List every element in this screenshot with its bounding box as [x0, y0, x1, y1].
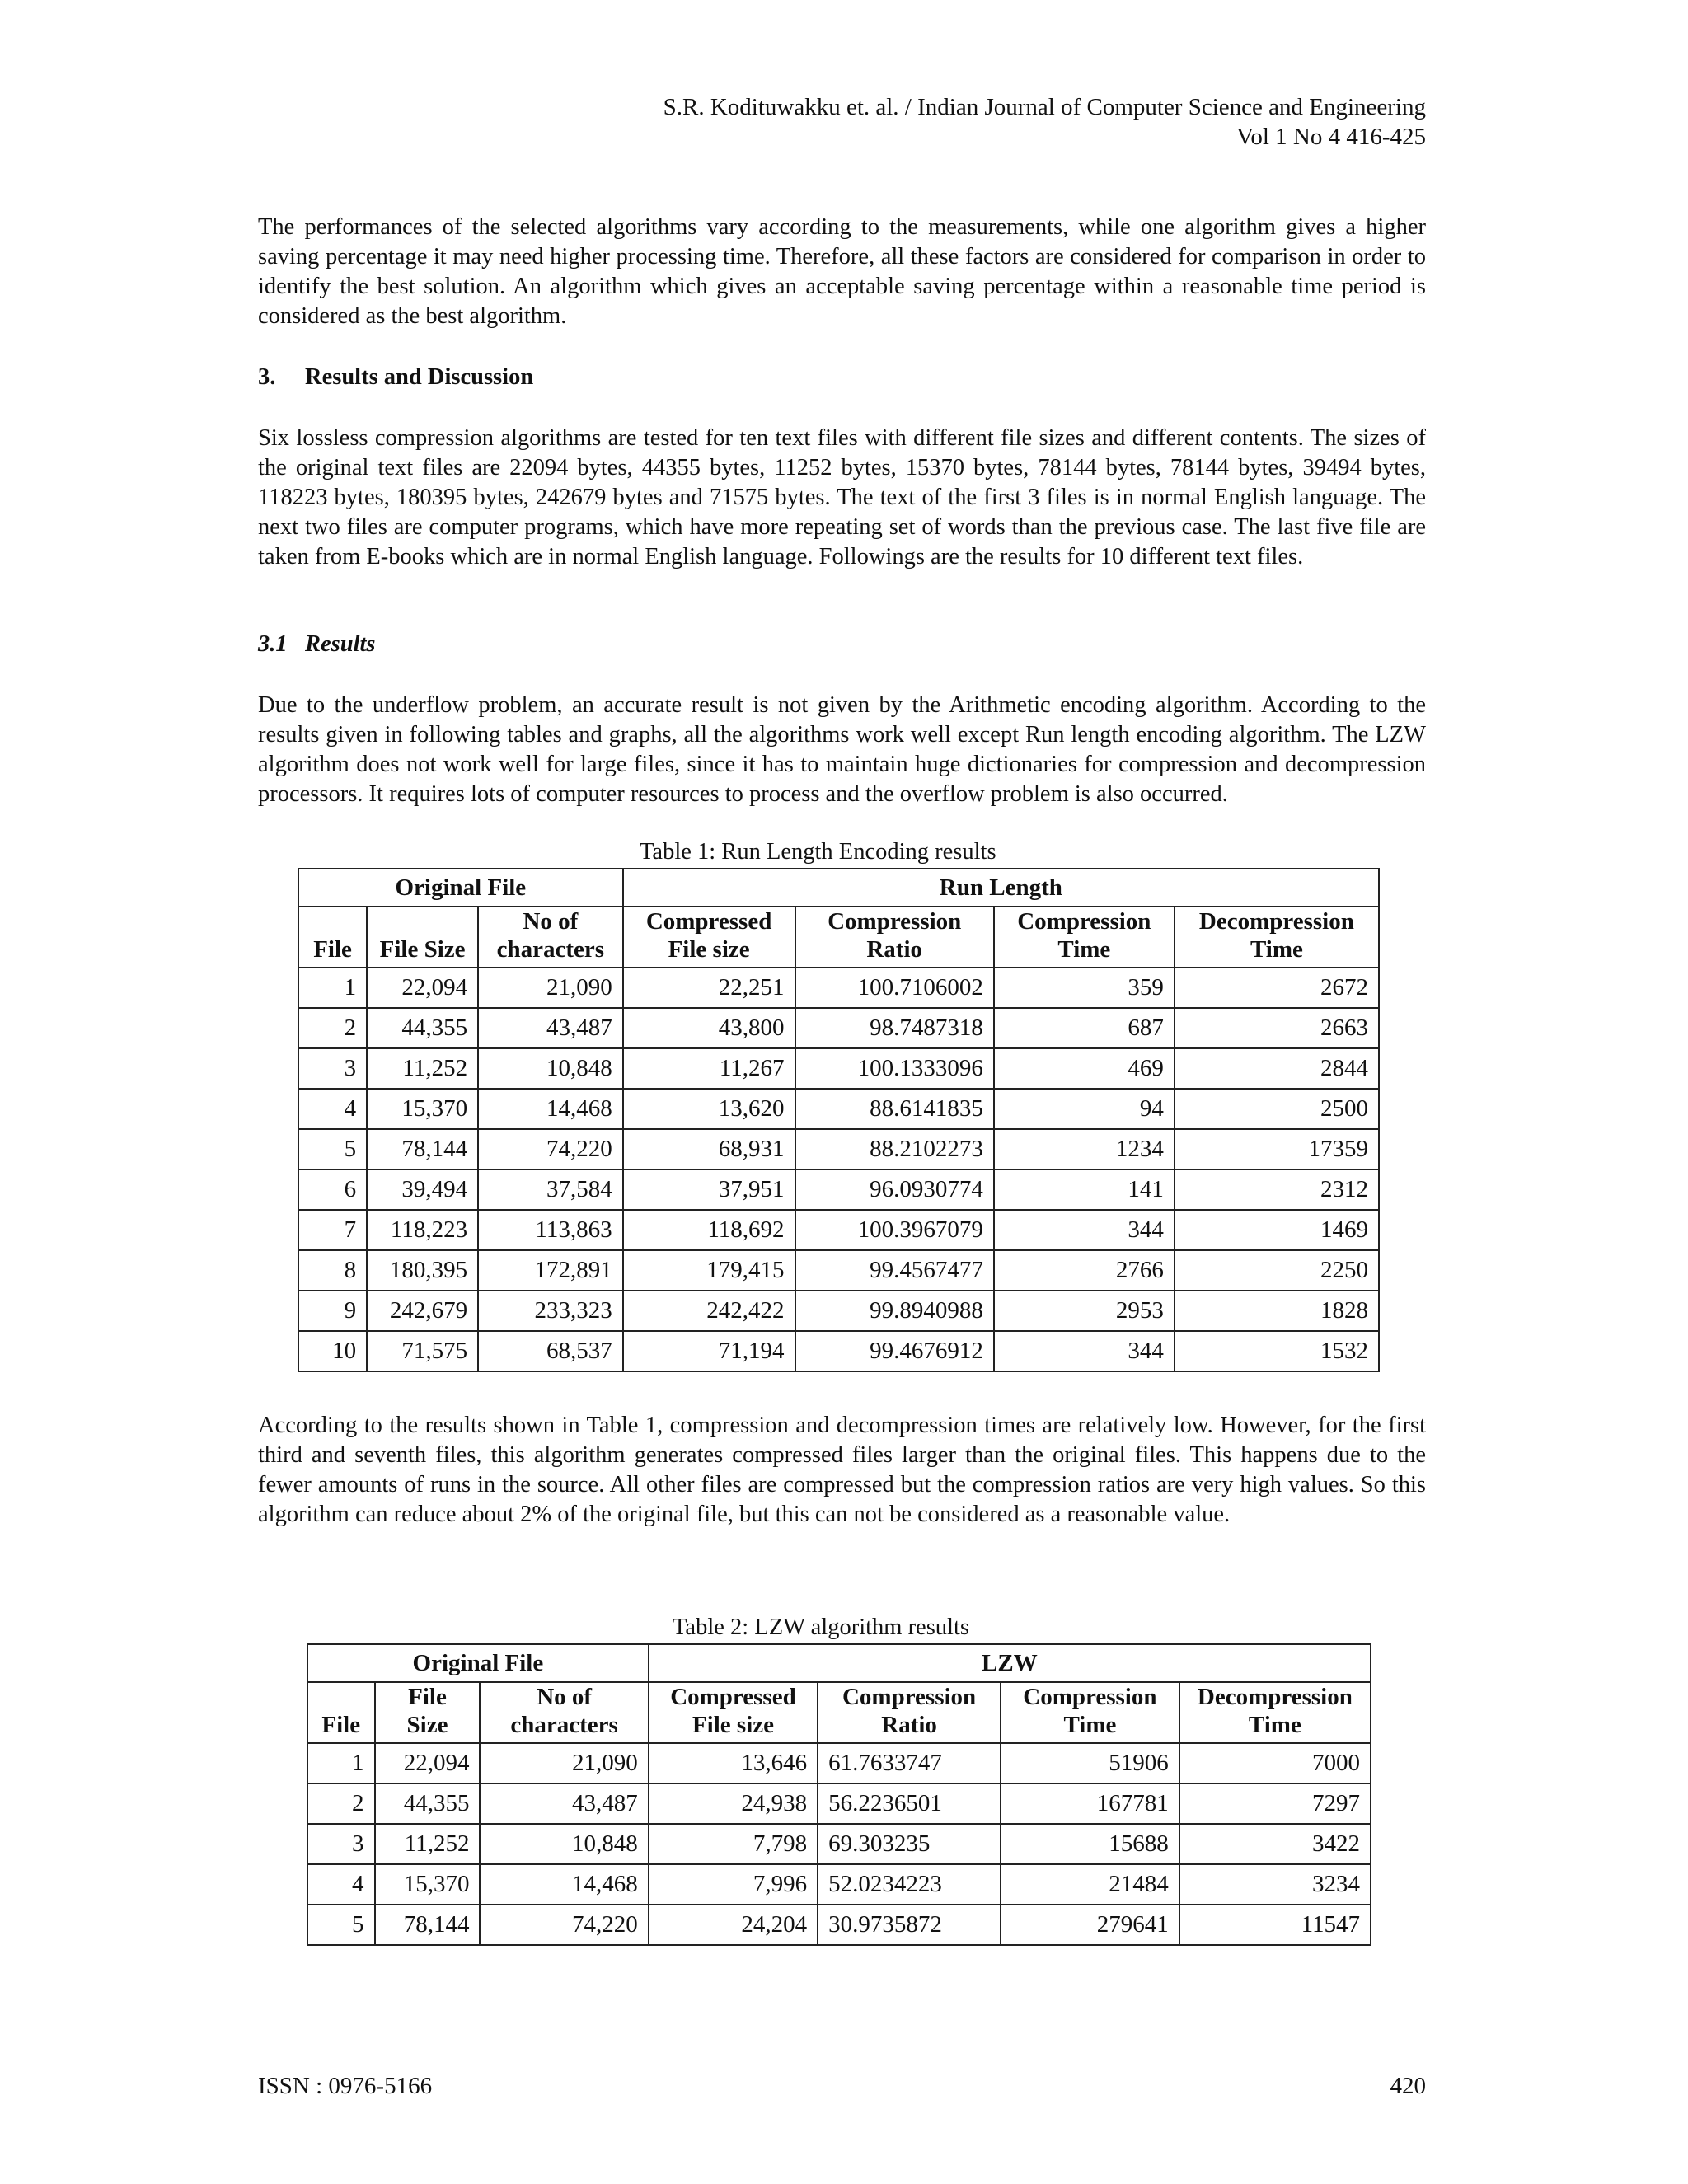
table-cell: 21484 — [1001, 1864, 1179, 1905]
table-cell: 98.7487318 — [795, 1008, 994, 1048]
table-row — [298, 1250, 1379, 1291]
table-cell: 5 — [298, 1129, 367, 1169]
table-1 — [298, 868, 1380, 1372]
table-1-caption: Table 1: Run Length Encoding results — [640, 839, 996, 865]
table-cell: 14,468 — [480, 1864, 648, 1905]
section-3-paragraph: Six lossless compression algorithms are tested for ten text files with different file sizes and different contents. The sizes of the original text files are 22094 bytes, 44355 bytes, 11252 bytes, 15370 bytes, 78144 bytes, 78144 bytes, 39494 bytes, 118223 bytes, 180395 bytes, 242679 bytes and 71575 bytes. The text of the first 3 files is in normal English language. The next two files are computer programs, which have more repeating set of words than the previous case. The last five file are taken from E-books which are in normal English language. Followings are the results for 10 different text files. — [258, 425, 1426, 569]
table-cell: 118,692 — [623, 1210, 795, 1250]
table-cell: 15,370 — [375, 1864, 481, 1905]
table-cell: 7297 — [1179, 1783, 1371, 1824]
table-cell: 37,584 — [478, 1169, 623, 1210]
table-cell: 39,494 — [367, 1169, 478, 1210]
table-cell: 74,220 — [480, 1905, 648, 1945]
running-header — [663, 92, 1426, 152]
table-cell: 52.0234223 — [818, 1864, 1001, 1905]
table-cell: 10,848 — [480, 1824, 648, 1864]
table-cell: 8 — [298, 1250, 367, 1291]
table-cell: 344 — [994, 1210, 1175, 1250]
column-header: Decompression Time — [1179, 1682, 1371, 1743]
section-3-number: 3. — [258, 364, 276, 390]
table-cell: 13,646 — [649, 1743, 818, 1783]
section-3-title: Results and Discussion — [305, 364, 534, 390]
table-cell: 4 — [307, 1864, 375, 1905]
table-row — [307, 1824, 1371, 1864]
table-cell: 15688 — [1001, 1824, 1179, 1864]
table-cell: 344 — [994, 1331, 1175, 1371]
column-header: Compression Ratio — [818, 1682, 1001, 1743]
table-2 — [307, 1643, 1372, 1946]
table-1-group-original: Original File — [298, 869, 623, 907]
table-cell: 4 — [298, 1089, 367, 1129]
table-cell: 2500 — [1175, 1089, 1379, 1129]
table-row — [298, 1048, 1379, 1089]
table-cell: 24,938 — [649, 1783, 818, 1824]
table-cell: 11547 — [1179, 1905, 1371, 1945]
table-cell: 43,487 — [480, 1783, 648, 1824]
section-3-1-number: 3.1 — [258, 631, 288, 657]
table-cell: 1 — [298, 968, 367, 1008]
table-cell: 167781 — [1001, 1783, 1179, 1824]
table-cell: 13,620 — [623, 1089, 795, 1129]
table-cell: 56.2236501 — [818, 1783, 1001, 1824]
table-cell: 51906 — [1001, 1743, 1179, 1783]
table-cell: 78,144 — [367, 1129, 478, 1169]
table-cell: 71,575 — [367, 1331, 478, 1371]
table-cell: 21,090 — [480, 1743, 648, 1783]
table-row — [307, 1743, 1371, 1783]
section-3-heading — [258, 364, 533, 391]
table-cell: 7,996 — [649, 1864, 818, 1905]
table-cell: 71,194 — [623, 1331, 795, 1371]
table-cell: 242,679 — [367, 1291, 478, 1331]
table-cell: 10,848 — [478, 1048, 623, 1089]
table-cell: 14,468 — [478, 1089, 623, 1129]
table-cell: 2312 — [1175, 1169, 1379, 1210]
table-row — [298, 1089, 1379, 1129]
table-2-group-original: Original File — [307, 1644, 649, 1682]
table-cell: 10 — [298, 1331, 367, 1371]
table-2-group-lzw: LZW — [649, 1644, 1371, 1682]
table-row — [298, 1331, 1379, 1371]
column-header: Compressed File size — [649, 1682, 818, 1743]
table-cell: 2 — [298, 1008, 367, 1048]
table-cell: 96.0930774 — [795, 1169, 994, 1210]
table-cell: 99.4567477 — [795, 1250, 994, 1291]
table-row — [298, 1169, 1379, 1210]
section-3-1-paragraph: Due to the underflow problem, an accurate result is not given by the Arithmetic encoding algorithm. According to the results given in following tables and graphs, all the algorithms work well except Run length encoding algorithm. The LZW algorithm does not work well for large files, since it has to maintain huge dictionaries for compression and decompression processors. It requires lots of computer resources to process and the overflow problem is also occurred. — [258, 692, 1426, 807]
column-header: No of characters — [478, 907, 623, 968]
table-cell: 1828 — [1175, 1291, 1379, 1331]
table-cell: 61.7633747 — [818, 1743, 1001, 1783]
table-cell: 68,537 — [478, 1331, 623, 1371]
table-cell: 7 — [298, 1210, 367, 1250]
table-cell: 179,415 — [623, 1250, 795, 1291]
column-header: Compressed File size — [623, 907, 795, 968]
table-cell: 687 — [994, 1008, 1175, 1048]
table-1-discussion-paragraph: According to the results shown in Table 1, compression and decompression times are relatively low. However, for the first third and seventh files, this algorithm generates compressed files larger than the original files. This happens due to the fewer amounts of runs in the source. All other files are compressed but the compression ratios are very high values. So this algorithm can reduce about 2% of the original file, but this can not be considered as a reasonable value. — [258, 1413, 1426, 1527]
table-2-caption: Table 2: LZW algorithm results — [673, 1615, 969, 1640]
footer-page-number: 420 — [1390, 2073, 1426, 2099]
table-cell: 233,323 — [478, 1291, 623, 1331]
table-cell: 2672 — [1175, 968, 1379, 1008]
table-cell: 69.303235 — [818, 1824, 1001, 1864]
table-cell: 3 — [307, 1824, 375, 1864]
table-cell: 180,395 — [367, 1250, 478, 1291]
table-cell: 2844 — [1175, 1048, 1379, 1089]
table-cell: 100.1333096 — [795, 1048, 994, 1089]
table-cell: 74,220 — [478, 1129, 623, 1169]
table-cell: 1532 — [1175, 1331, 1379, 1371]
table-cell: 359 — [994, 968, 1175, 1008]
table-cell: 2 — [307, 1783, 375, 1824]
table-cell: 242,422 — [623, 1291, 795, 1331]
table-row — [298, 1291, 1379, 1331]
column-header: Compression Ratio — [795, 907, 994, 968]
table-row — [307, 1905, 1371, 1945]
table-cell: 78,144 — [375, 1905, 481, 1945]
table-cell: 118,223 — [367, 1210, 478, 1250]
table-cell: 3422 — [1179, 1824, 1371, 1864]
table-cell: 11,252 — [375, 1824, 481, 1864]
intro-paragraph: The performances of the selected algorithms vary according to the measurements, while one algorithm gives a higher saving percentage it may need higher processing time. Therefore, all these factors are considered for comparison in order to identify the best solution. An algorithm which gives an acceptable saving percentage within a reasonable time period is considered as the best algorithm. — [258, 214, 1426, 329]
table-cell: 1234 — [994, 1129, 1175, 1169]
table-cell: 100.3967079 — [795, 1210, 994, 1250]
table-cell: 22,094 — [367, 968, 478, 1008]
table-cell: 1469 — [1175, 1210, 1379, 1250]
column-header: No of characters — [480, 1682, 648, 1743]
table-cell: 9 — [298, 1291, 367, 1331]
table-cell: 37,951 — [623, 1169, 795, 1210]
column-header: Compression Time — [1001, 1682, 1179, 1743]
table-cell: 141 — [994, 1169, 1175, 1210]
table-cell: 99.4676912 — [795, 1331, 994, 1371]
section-3-1-heading — [258, 631, 376, 658]
header-volume-line: Vol 1 No 4 416-425 — [1236, 124, 1426, 150]
table-cell: 17359 — [1175, 1129, 1379, 1169]
table-cell: 1 — [307, 1743, 375, 1783]
table-cell: 44,355 — [375, 1783, 481, 1824]
table-cell: 11,252 — [367, 1048, 478, 1089]
column-header: Decompression Time — [1175, 907, 1379, 968]
table-cell: 88.2102273 — [795, 1129, 994, 1169]
table-cell: 21,090 — [478, 968, 623, 1008]
table-cell: 22,094 — [375, 1743, 481, 1783]
table-cell: 100.7106002 — [795, 968, 994, 1008]
table-cell: 44,355 — [367, 1008, 478, 1048]
table-cell: 94 — [994, 1089, 1175, 1129]
table-cell: 68,931 — [623, 1129, 795, 1169]
footer-issn: ISSN : 0976-5166 — [258, 2073, 433, 2099]
column-header: File — [307, 1682, 375, 1743]
table-cell: 469 — [994, 1048, 1175, 1089]
column-header: Compression Time — [994, 907, 1175, 968]
table-cell: 3234 — [1179, 1864, 1371, 1905]
table-cell: 6 — [298, 1169, 367, 1210]
table-row — [298, 1129, 1379, 1169]
table-cell: 172,891 — [478, 1250, 623, 1291]
table-cell: 2663 — [1175, 1008, 1379, 1048]
table-cell: 3 — [298, 1048, 367, 1089]
table-cell: 43,487 — [478, 1008, 623, 1048]
table-row — [307, 1783, 1371, 1824]
table-cell: 15,370 — [367, 1089, 478, 1129]
table-cell: 2766 — [994, 1250, 1175, 1291]
table-cell: 11,267 — [623, 1048, 795, 1089]
table-cell: 22,251 — [623, 968, 795, 1008]
table-row — [298, 1210, 1379, 1250]
table-cell: 2953 — [994, 1291, 1175, 1331]
table-cell: 43,800 — [623, 1008, 795, 1048]
table-cell: 279641 — [1001, 1905, 1179, 1945]
section-3-1-title: Results — [305, 631, 376, 657]
table-cell: 5 — [307, 1905, 375, 1945]
table-cell: 24,204 — [649, 1905, 818, 1945]
table-cell: 99.8940988 — [795, 1291, 994, 1331]
table-cell: 113,863 — [478, 1210, 623, 1250]
table-cell: 7,798 — [649, 1824, 818, 1864]
table-cell: 2250 — [1175, 1250, 1379, 1291]
header-journal-line: S.R. Kodituwakku et. al. / Indian Journal of Computer Science and Engineering — [663, 94, 1426, 120]
table-cell: 88.6141835 — [795, 1089, 994, 1129]
column-header: File Size — [375, 1682, 481, 1743]
table-cell: 7000 — [1179, 1743, 1371, 1783]
column-header: File — [298, 907, 367, 968]
column-header: File Size — [367, 907, 478, 968]
table-row — [298, 1008, 1379, 1048]
table-cell: 30.9735872 — [818, 1905, 1001, 1945]
table-row — [298, 968, 1379, 1008]
table-1-group-runlength: Run Length — [623, 869, 1379, 907]
table-row — [307, 1864, 1371, 1905]
